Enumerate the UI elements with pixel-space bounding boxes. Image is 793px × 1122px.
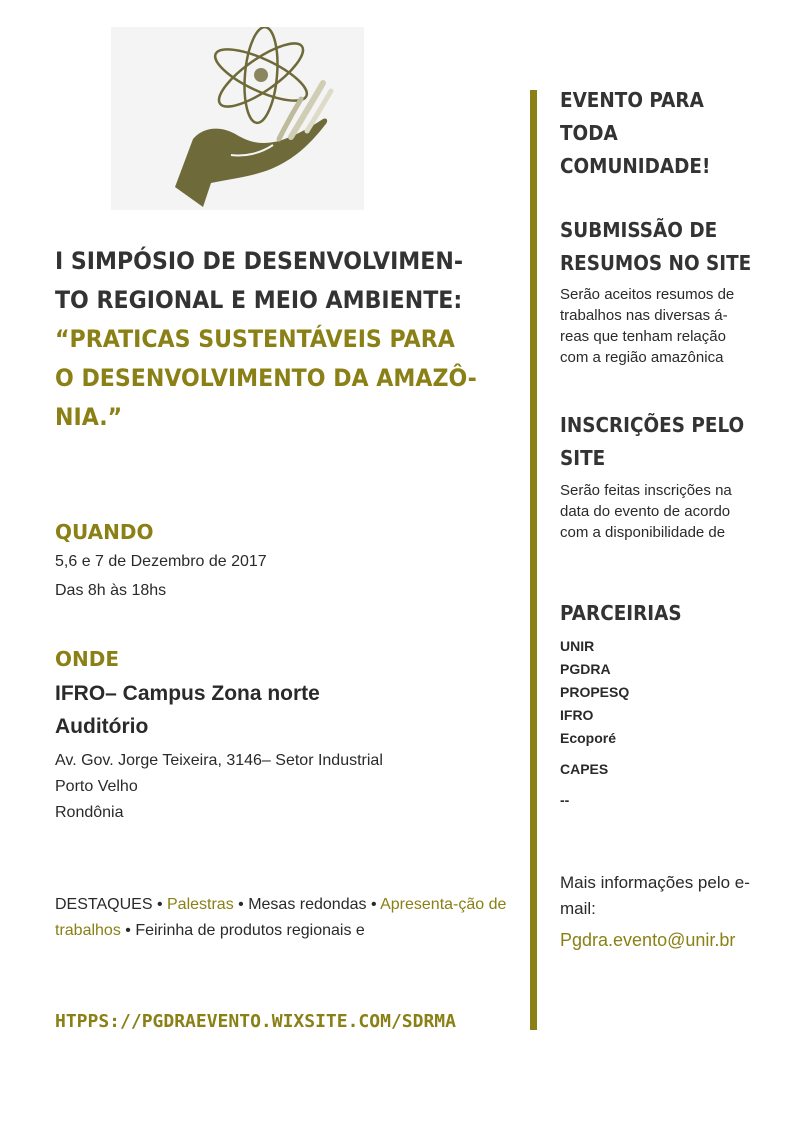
venue-state: Rondônia bbox=[55, 804, 124, 821]
body-line: reas que tenham relação bbox=[560, 328, 726, 345]
highlights-label: DESTAQUES bbox=[55, 896, 153, 913]
partner-item: IFRO bbox=[560, 707, 594, 723]
spacer bbox=[560, 750, 629, 758]
separator: • bbox=[120, 922, 136, 939]
partner-item: -- bbox=[560, 792, 570, 808]
registration-heading bbox=[560, 409, 758, 475]
heading-line: COMUNIDADE! bbox=[560, 154, 711, 178]
venue-room: Auditório bbox=[55, 715, 149, 738]
highlights bbox=[55, 892, 525, 944]
heading-line: INSCRIÇÕES PELO bbox=[560, 413, 745, 437]
heading-line: TODA bbox=[560, 121, 618, 145]
submission-text bbox=[560, 284, 775, 368]
separator: • bbox=[233, 896, 249, 913]
event-title bbox=[55, 242, 487, 437]
body-line: trabalhos nas diversas á- bbox=[560, 307, 728, 324]
highlight-item: Mesas redondas bbox=[248, 896, 367, 913]
partners-heading: PARCEIRIAS bbox=[560, 601, 682, 625]
separator: • bbox=[366, 896, 381, 913]
partner-item: PGDRA bbox=[560, 661, 611, 677]
partner-item: PROPESQ bbox=[560, 684, 630, 700]
title-line: TO REGIONAL E MEIO AMBIENTE: bbox=[55, 286, 463, 314]
heading-line: SUBMISSÃO DE bbox=[560, 218, 718, 242]
column-divider bbox=[530, 90, 537, 1030]
highlight-item: Apresenta-ção de trabalhos bbox=[55, 896, 507, 939]
more-info-text: Mais informações pelo e-mail: bbox=[560, 873, 750, 918]
title-line: NIA.” bbox=[55, 403, 123, 431]
submission-heading bbox=[560, 214, 758, 280]
body-line: com a região amazônica bbox=[560, 349, 724, 366]
body-line: com a disponibilidade de bbox=[560, 524, 726, 541]
venue-name: IFRO– Campus Zona norte bbox=[55, 682, 320, 705]
highlight-item: Feirinha de produtos regionais e bbox=[135, 922, 365, 939]
partner-item: UNIR bbox=[560, 638, 595, 654]
heading-line: RESUMOS NO SITE bbox=[560, 251, 752, 275]
title-line: “PRATICAS SUSTENTÁVEIS PARA bbox=[55, 325, 455, 353]
registration-text bbox=[560, 480, 775, 543]
body-line: data do evento de acordo bbox=[560, 503, 731, 520]
event-time: Das 8h às 18hs bbox=[55, 582, 167, 599]
when-heading: QUANDO bbox=[55, 520, 154, 544]
atom-hand-logo-icon bbox=[111, 27, 364, 210]
title-line: O DESENVOLVIMENTO DA AMAZÔ- bbox=[55, 364, 477, 392]
separator: • bbox=[152, 896, 167, 913]
partner-item: Ecoporé bbox=[560, 730, 617, 746]
community-event-heading bbox=[560, 84, 758, 183]
where-heading: ONDE bbox=[55, 647, 120, 671]
partners-list bbox=[560, 635, 629, 812]
venue-address: Av. Gov. Jorge Teixeira, 3146– Setor Industrial bbox=[55, 752, 383, 769]
body-line: Serão feitas inscrições na bbox=[560, 482, 732, 499]
heading-line: SITE bbox=[560, 446, 606, 470]
spacer bbox=[560, 781, 629, 789]
event-website-link[interactable]: HTPPS://PGDRAEVENTO.WIXSITE.COM/SDRMA bbox=[55, 1011, 456, 1032]
venue-city: Porto Velho bbox=[55, 778, 138, 795]
contact-email-link[interactable]: Pgdra.evento@unir.br bbox=[560, 930, 736, 950]
event-date: 5,6 e 7 de Dezembro de 2017 bbox=[55, 553, 267, 570]
heading-line: EVENTO PARA bbox=[560, 88, 704, 112]
logo bbox=[111, 27, 364, 210]
body-line: Serão aceitos resumos de bbox=[560, 286, 735, 303]
partner-item: CAPES bbox=[560, 761, 609, 777]
title-line: I SIMPÓSIO DE DESENVOLVIMEN- bbox=[55, 247, 464, 275]
highlight-item: Palestras bbox=[167, 896, 234, 913]
